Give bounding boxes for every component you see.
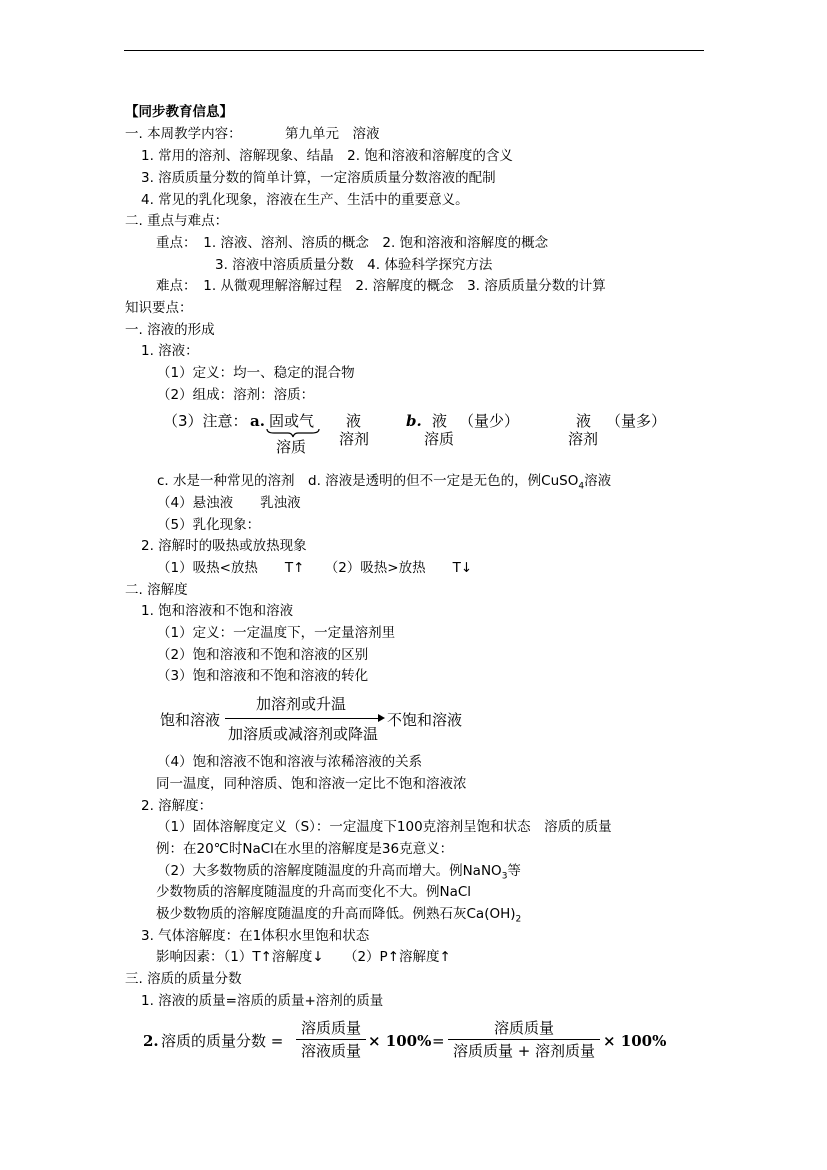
key-point-1: 重点： 1. 溶液、溶剂、溶质的概念 2. 饱和溶液和溶解度的概念 — [156, 235, 549, 251]
solution-composition: （2）组成：溶剂：溶质： — [157, 387, 315, 403]
note-b-liquid-2: 液 — [576, 412, 592, 430]
note-a-solid-gas: 固或气 — [269, 412, 315, 430]
section2-title: 二. 重点与难点： — [125, 213, 229, 229]
knowledge-title: 知识要点： — [125, 300, 193, 316]
fraction-2-numerator: 溶质质量 — [493, 1019, 554, 1037]
solid-solubility-def: （1）固体溶解度定义（S）：一定温度下100克溶剂呈饱和状态 溶质的质量 — [157, 819, 612, 835]
solubility-example: 例：在20℃时NaCl在水里的溶解度是36克意义： — [156, 841, 454, 857]
fraction-2 — [448, 1018, 600, 1061]
gas-solubility: 3. 气体溶解度：在1体积水里饱和状态 — [141, 928, 370, 944]
conv-bottom-condition: 加溶质或减溶剂或降温 — [228, 725, 379, 743]
part3-title: 三. 溶质的质量分数 — [125, 971, 242, 987]
conv-top-condition: 加溶剂或升温 — [256, 695, 347, 713]
part2-title: 二. 溶解度 — [125, 582, 188, 598]
formula-label: 2. — [143, 1032, 159, 1050]
solution-definition: （1）定义：均一、稳定的混合物 — [157, 365, 355, 381]
formula-text: 溶质的质量分数 = — [161, 1032, 284, 1050]
note-a-label: a. — [250, 412, 265, 430]
content-line-2: 3. 溶质质量分数的简单计算，一定溶质质量分数溶液的配制 — [141, 170, 496, 186]
equals-sign: = — [432, 1032, 445, 1050]
unit-title: 第九单元 溶液 — [285, 126, 380, 142]
fraction-1-numerator: 溶质质量 — [300, 1019, 361, 1037]
note-label: （3）注意： — [163, 412, 248, 430]
gas-factors: 影响因素：（1）T↑溶解度↓ （2）P↑溶解度↑ — [156, 949, 451, 965]
relation-heading: （4）饱和溶液不饱和溶液与浓稀溶液的关系 — [157, 754, 423, 770]
solubility-most: （2）大多数物质的溶解度随温度的升高而增大。例NaNO$_3$等 — [157, 863, 521, 882]
emulsification: （5）乳化现象： — [157, 517, 261, 533]
mass-relation: 1. 溶液的质量=溶质的质量+溶剂的质量 — [141, 993, 384, 1009]
note-b-solute: 溶质 — [424, 430, 455, 448]
saturated-definition: （1）定义：一定温度下，一定量溶剂里 — [157, 625, 396, 641]
conv-unsaturated: 不饱和溶液 — [387, 711, 463, 729]
solubility-heading: 2. 溶解度： — [141, 798, 213, 814]
key-point-2: 3. 溶液中溶质质量分数 4. 体验科学探究方法 — [215, 257, 493, 273]
difficulty: 难点： 1. 从微观理解溶解过程 2. 溶解度的概念 3. 溶质质量分数的计算 — [156, 278, 606, 294]
fraction-1 — [296, 1018, 366, 1061]
note-a-solvent: 溶剂 — [339, 430, 370, 448]
arrow-right-icon — [378, 714, 385, 722]
note-b-more: （量多） — [606, 412, 667, 430]
note-b-liquid-1: 液 — [432, 412, 448, 430]
saturated-difference: （2）饱和溶液和不饱和溶液的区别 — [157, 647, 369, 663]
doc-header: 【同步教育信息】 — [125, 104, 233, 120]
relation-text: 同一温度，同种溶质、饱和溶液一定比不饱和溶液浓 — [156, 776, 467, 792]
saturated-conversion: （3）饱和溶液和不饱和溶液的转化 — [157, 668, 369, 684]
note-a-solute: 溶质 — [276, 438, 307, 456]
suspension: （4）悬浊液 乳浊液 — [157, 495, 301, 511]
solution-heading: 1. 溶液： — [141, 343, 199, 359]
note-b-less: （量少） — [459, 412, 520, 430]
fraction-1-denominator: 溶液质量 — [300, 1042, 361, 1060]
note-a-liquid: 液 — [346, 412, 362, 430]
solubility-rare: 极少数物质的溶解度随温度的升高而降低。例熟石灰$Ca(OH)_2$ — [156, 906, 522, 925]
note-b-solvent: 溶剂 — [568, 430, 599, 448]
conv-saturated: 饱和溶液 — [160, 711, 221, 729]
section1-title: 一. 本周教学内容： — [125, 126, 242, 142]
solubility-few: 少数物质的溶解度随温度的升高而变化不大。例NaCl — [156, 884, 472, 900]
note-cd: c. 水是一种常见的溶剂 d. 溶液是透明的但不一定是无色的，例CuSO$_4$溶液 — [157, 473, 612, 492]
header-rule — [124, 50, 704, 51]
part1-title: 一. 溶液的形成 — [125, 322, 215, 338]
times-100-1: × 100% — [368, 1032, 432, 1050]
brace-under-icon — [266, 428, 320, 438]
saturated-heading: 1. 饱和溶液和不饱和溶液 — [141, 603, 294, 619]
fraction-2-denominator: 溶质质量 + 溶剂质量 — [452, 1042, 596, 1060]
heat-heading: 2. 溶解时的吸热或放热现象 — [141, 538, 307, 554]
content-line-1: 1. 常用的溶剂、溶解现象、结晶 2. 饱和溶液和溶解度的含义 — [141, 148, 513, 164]
heat-detail: （1）吸热<放热 T↑ （2）吸热>放热 T↓ — [157, 560, 473, 576]
note-b-label: b. — [406, 412, 422, 430]
times-100-2: × 100% — [603, 1032, 667, 1050]
content-line-3: 4. 常见的乳化现象，溶液在生产、生活中的重要意义。 — [141, 192, 469, 208]
conv-arrow-line — [225, 718, 379, 719]
